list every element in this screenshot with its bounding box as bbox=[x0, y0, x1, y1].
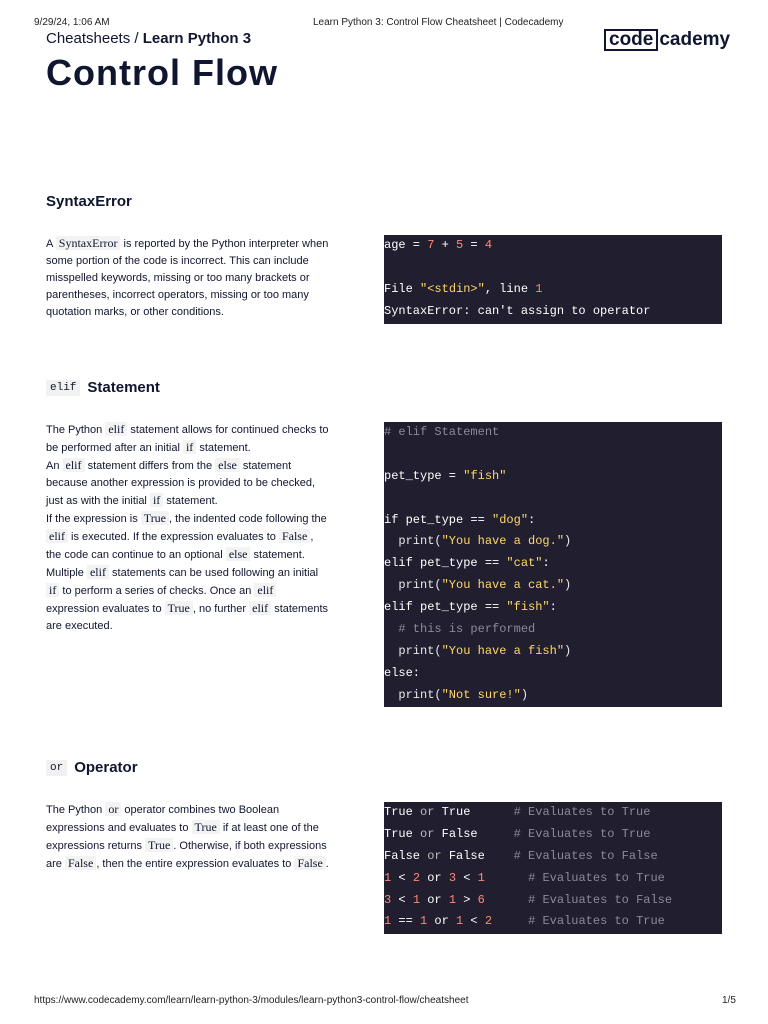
inline-code: True bbox=[141, 511, 169, 525]
code-line: pet_type = "fish" bbox=[384, 468, 507, 483]
code-line: # elif Statement bbox=[384, 425, 500, 439]
breadcrumb bbox=[46, 30, 251, 47]
print-page-number: 1/5 bbox=[722, 995, 736, 1006]
code-line: elif pet_type == "fish": bbox=[384, 600, 557, 615]
code-line: SyntaxError: can't assign to operator bbox=[384, 303, 651, 318]
code-line: if pet_type == "dog": bbox=[384, 512, 536, 527]
inline-code: SyntaxError bbox=[56, 236, 121, 250]
inline-code: if bbox=[150, 493, 163, 507]
code-line: print("You have a fish") bbox=[384, 643, 572, 658]
inline-code: False bbox=[294, 856, 325, 870]
or-keyword-chip: or bbox=[46, 760, 67, 776]
elif-description: The Python elif statement allows for continued checks to be performed after an initial if statement. An elif statement differs from the else statement because another expression is provided to be checked, just as with the initial if statement. If the expression is True , the indented code following the elif is executed. If the expression evaluates to False , the code can continue to an optional else statement. Multiple elif statements can be used following an initial if to perform a series of checks. Once an elif expression evaluates to True , no further elif statements are executed. bbox=[46, 422, 329, 632]
inline-code: True bbox=[192, 820, 220, 834]
code-line bbox=[384, 488, 722, 510]
inline-code: else bbox=[215, 458, 240, 472]
inline-code: elif bbox=[249, 601, 271, 615]
code-line: # this is performed bbox=[384, 622, 536, 637]
inline-code: True bbox=[145, 838, 173, 852]
inline-code: or bbox=[105, 802, 121, 816]
inline-code: elif bbox=[46, 529, 68, 543]
inline-code: False bbox=[279, 529, 310, 543]
print-page-title: Learn Python 3: Control Flow Cheatsheet | Codecademy bbox=[313, 17, 564, 28]
breadcrumb-current[interactable]: Learn Python 3 bbox=[142, 30, 252, 47]
logo-boxed-text: code bbox=[604, 29, 658, 51]
code-line: False or False # Evaluates to False bbox=[384, 848, 658, 863]
section-title-text: Statement bbox=[87, 379, 160, 396]
code-line: 1 == 1 or 1 < 2 # Evaluates to True bbox=[384, 914, 665, 929]
inline-code: elif bbox=[105, 422, 127, 436]
syntaxerror-code-block bbox=[384, 235, 722, 324]
codecademy-logo[interactable] bbox=[604, 29, 730, 51]
inline-code: elif bbox=[63, 458, 85, 472]
code-line: 3 < 1 or 1 > 6 # Evaluates to False bbox=[384, 892, 673, 907]
code-line: print("You have a cat.") bbox=[384, 578, 572, 593]
code-line: File "<stdin>", line 1 bbox=[384, 281, 543, 296]
section-title-text: Operator bbox=[74, 759, 138, 776]
syntaxerror-description: A SyntaxError is reported by the Python interpreter when some portion of the code is incorrect. This can include misspelled keywords, missing or too many brackets or parentheses, incorrect operators, missing or too many quotation marks, or other conditions. bbox=[46, 236, 329, 318]
section-title-syntaxerror: SyntaxError bbox=[46, 193, 132, 210]
code-line: age = 7 + 5 = 4 bbox=[384, 238, 493, 252]
inline-code: elif bbox=[87, 565, 109, 579]
code-line: print("Not sure!") bbox=[384, 687, 529, 702]
inline-code: True bbox=[165, 601, 193, 615]
code-line: 1 < 2 or 3 < 1 # Evaluates to True bbox=[384, 870, 665, 885]
inline-code: else bbox=[226, 547, 251, 561]
code-line: True or True # Evaluates to True bbox=[384, 805, 651, 819]
breadcrumb-separator: / bbox=[130, 30, 143, 47]
or-description: The Python or operator combines two Boolean expressions and evaluates to True if at least one of the expressions returns True . Otherwise, if both expressions are False , then the entire expression evaluates to False . bbox=[46, 802, 329, 870]
section-title-or bbox=[46, 759, 138, 776]
inline-code: if bbox=[183, 440, 196, 454]
print-url: https://www.codecademy.com/learn/learn-python-3/modules/learn-python3-control-flow/cheatsheet bbox=[34, 995, 469, 1006]
page-title: Control Flow bbox=[46, 52, 278, 93]
code-line: print("You have a dog.") bbox=[384, 534, 572, 549]
or-code-block bbox=[384, 802, 722, 934]
section-title-elif bbox=[46, 379, 160, 396]
inline-code: False bbox=[65, 856, 96, 870]
code-line: else: bbox=[384, 665, 421, 680]
logo-rest-text: cademy bbox=[659, 29, 731, 50]
code-line: elif pet_type == "cat": bbox=[384, 556, 550, 571]
breadcrumb-cheatsheets-link[interactable]: Cheatsheets bbox=[46, 30, 131, 47]
inline-code: if bbox=[46, 583, 59, 597]
code-line bbox=[384, 257, 722, 279]
elif-code-block bbox=[384, 422, 722, 707]
code-line: True or False # Evaluates to True bbox=[384, 826, 651, 841]
print-datetime: 9/29/24, 1:06 AM bbox=[34, 17, 110, 28]
inline-code: elif bbox=[254, 583, 276, 597]
code-line bbox=[384, 444, 722, 466]
elif-keyword-chip: elif bbox=[46, 380, 80, 396]
